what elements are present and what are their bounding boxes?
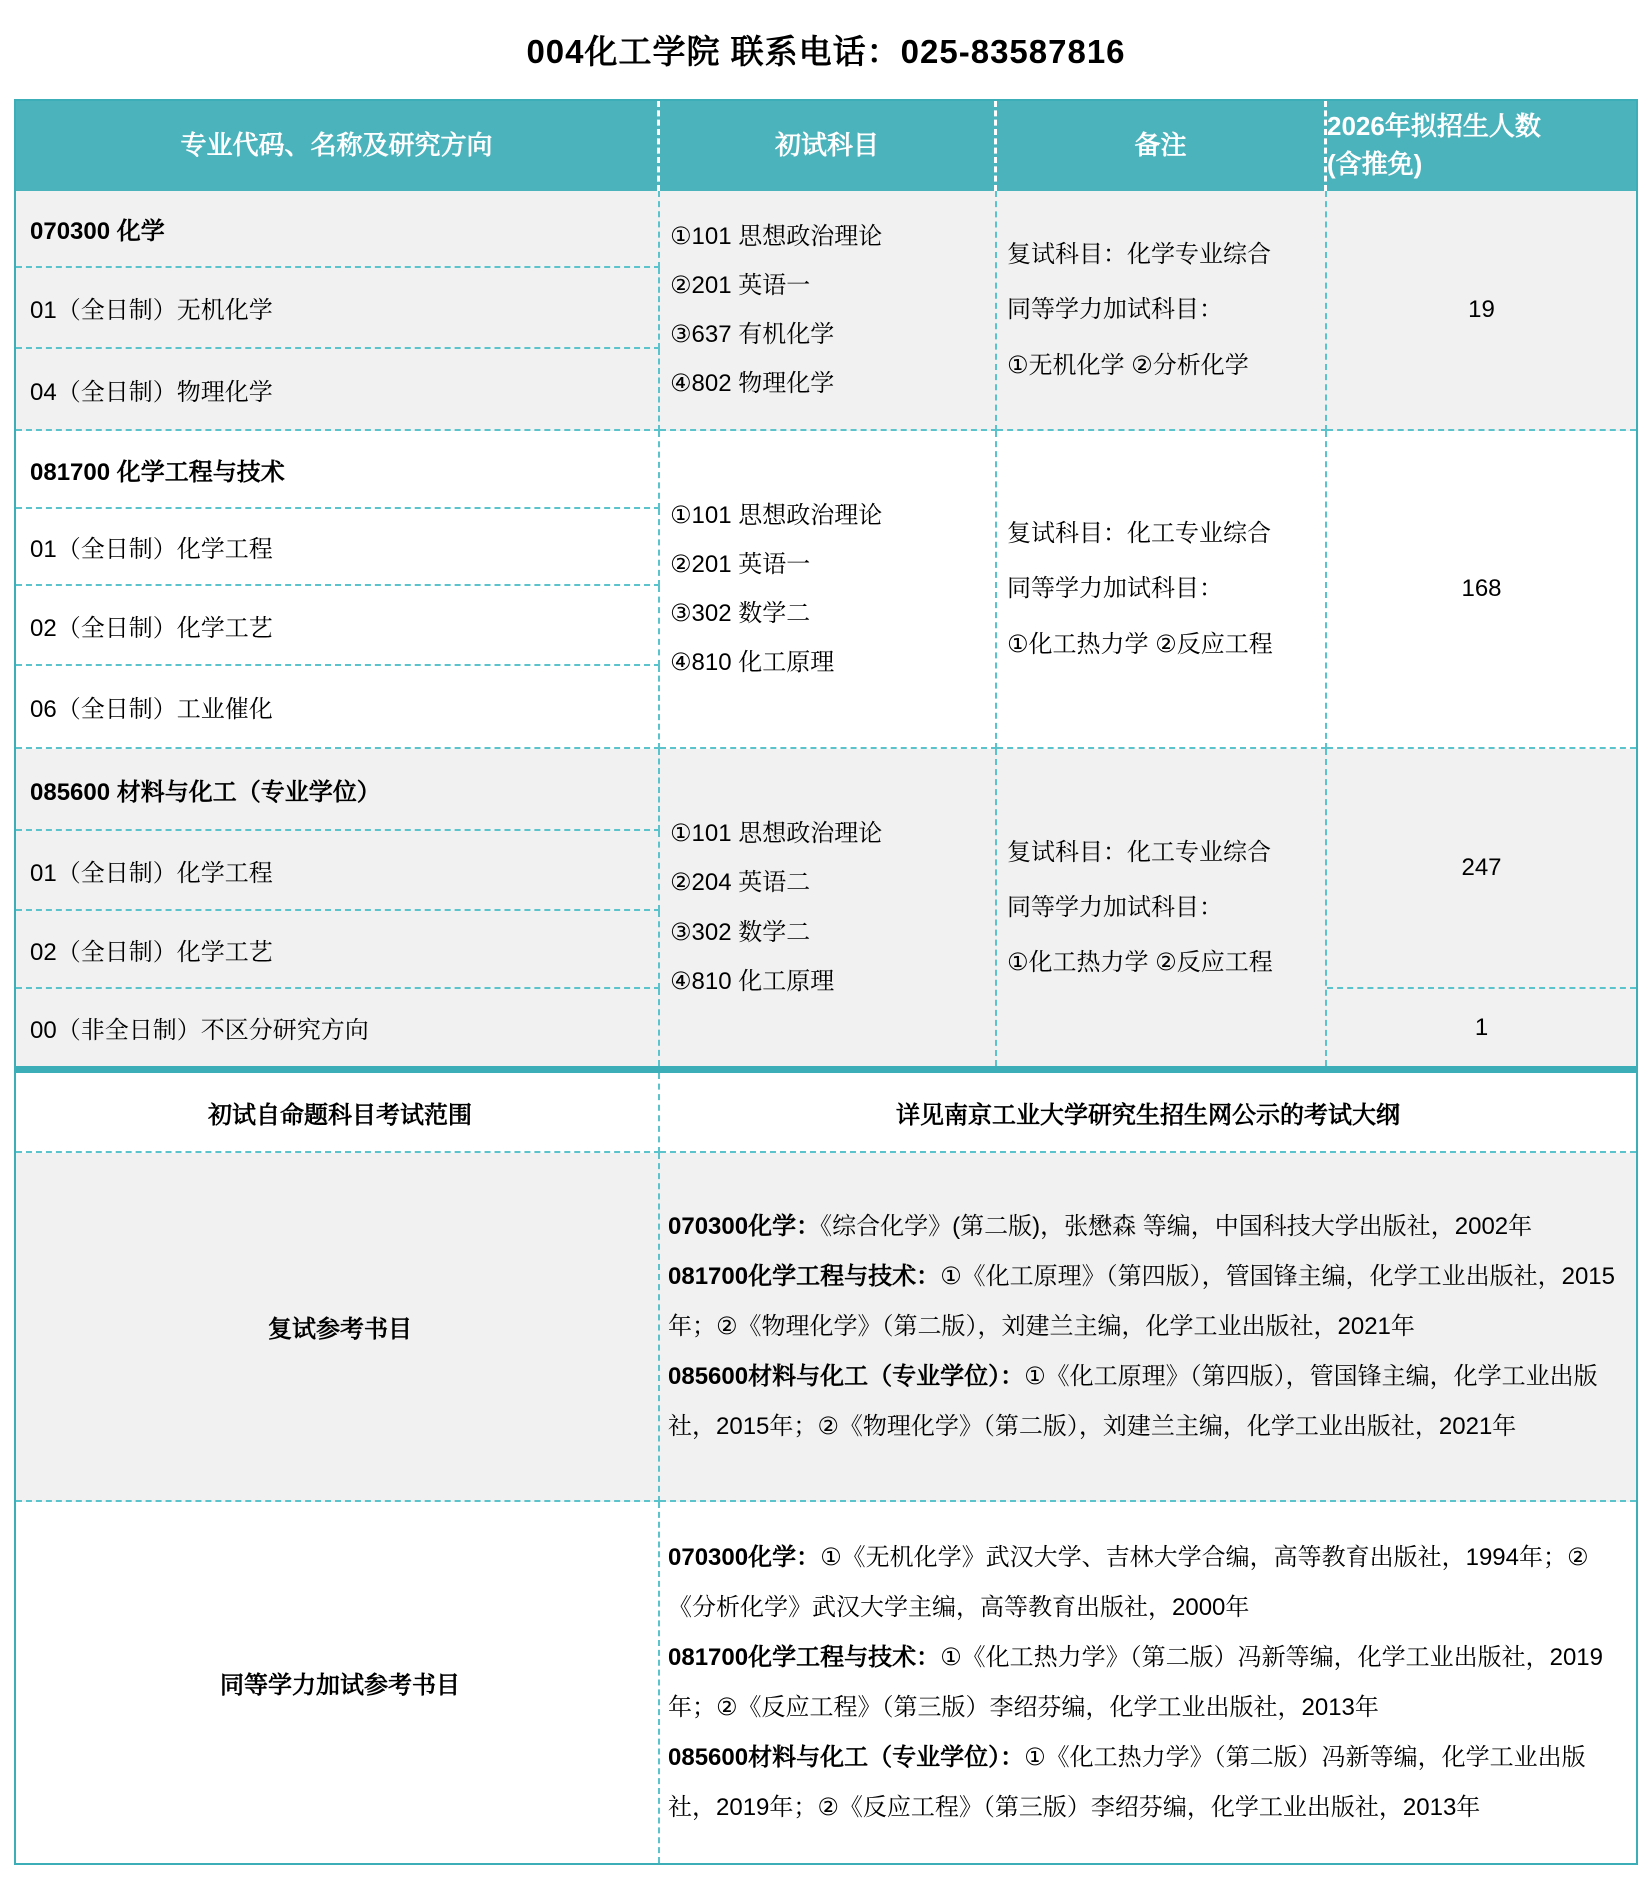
major-code-cell: 070300 化学 bbox=[16, 191, 660, 268]
enrollment-cell: 168 bbox=[1327, 431, 1636, 749]
header-major-column: 专业代码、名称及研究方向 bbox=[16, 101, 660, 191]
book-entry-text: ①《化工热力学》（第二版）冯新等编，化学工业出版社，2019年；②《反应工程》（第三版）李绍芬编，化学工业出版社，2013年 bbox=[668, 1643, 1603, 1721]
subject-line: ①101 思想政治理论 bbox=[670, 501, 883, 529]
major-code-cell: 085600 材料与化工（专业学位） bbox=[16, 749, 660, 831]
note-line: 同等学力加试科目： bbox=[1007, 296, 1223, 324]
subjects-cell bbox=[660, 431, 997, 749]
makeup-books-content-cell bbox=[660, 1502, 1636, 1863]
book-entry bbox=[668, 1352, 1626, 1452]
direction-cell: 01（全日制）化学工程 bbox=[16, 509, 660, 586]
enrollment-cell: 19 bbox=[1327, 191, 1636, 431]
subject-line: ①101 思想政治理论 bbox=[670, 222, 883, 250]
subjects-cell bbox=[660, 191, 997, 431]
book-entry-prefix: 081700化学工程与技术： bbox=[668, 1643, 941, 1671]
subject-line: ②201 英语一 bbox=[670, 271, 811, 299]
book-entry-prefix: 085600材料与化工（专业学位）： bbox=[668, 1362, 1025, 1390]
book-entry bbox=[668, 1733, 1626, 1833]
enrollment-cell: 247 bbox=[1327, 749, 1636, 989]
book-entry bbox=[668, 1252, 1626, 1352]
admissions-table bbox=[14, 99, 1638, 1865]
book-entry-text: ①《无机化学》武汉大学、吉林大学合编，高等教育出版社，1994年；②《分析化学》武汉大学主编，高等教育出版社，2000年 bbox=[668, 1543, 1589, 1621]
note-line: 复试科目：化工专业综合 bbox=[1007, 838, 1271, 866]
subject-line: ④810 化工原理 bbox=[670, 649, 835, 677]
header-exam-subjects-column: 初试科目 bbox=[660, 101, 997, 191]
retest-books-label-cell: 复试参考书目 bbox=[16, 1153, 660, 1502]
note-line: 同等学力加试科目： bbox=[1007, 893, 1223, 921]
direction-cell: 01（全日制）化学工程 bbox=[16, 831, 660, 911]
section-separator bbox=[16, 1066, 1636, 1073]
direction-cell: 06（全日制）工业催化 bbox=[16, 666, 660, 749]
subject-line: ④802 物理化学 bbox=[670, 370, 835, 398]
subjects-cell bbox=[660, 749, 997, 1066]
book-entry-text: ①《化工热力学》（第二版）冯新等编，化学工业出版社，2019年；②《反应工程》（第三版）李绍芬编，化学工业出版社，2013年 bbox=[668, 1743, 1586, 1821]
header-enrollment-column bbox=[1327, 101, 1636, 191]
direction-cell: 02（全日制）化学工艺 bbox=[16, 911, 660, 989]
subject-line: ②204 英语二 bbox=[670, 869, 811, 897]
subject-line: ③302 数学二 bbox=[670, 918, 811, 946]
retest-books-content-cell bbox=[660, 1153, 1636, 1502]
header-notes-column: 备注 bbox=[997, 101, 1327, 191]
direction-cell: 02（全日制）化学工艺 bbox=[16, 586, 660, 666]
makeup-books-label-cell: 同等学力加试参考书目 bbox=[16, 1502, 660, 1863]
book-entry bbox=[668, 1633, 1626, 1733]
book-entry-text: 《综合化学》(第二版)，张懋森 等编，中国科技大学出版社，2002年 bbox=[820, 1212, 1533, 1240]
subject-line: ①101 思想政治理论 bbox=[670, 820, 883, 848]
book-entry-prefix: 085600材料与化工（专业学位）： bbox=[668, 1743, 1025, 1771]
note-line: 同等学力加试科目： bbox=[1007, 575, 1223, 603]
book-entry-prefix: 070300化学： bbox=[668, 1543, 821, 1571]
page-header bbox=[0, 0, 1652, 99]
direction-cell: 00（非全日制）不区分研究方向 bbox=[16, 989, 660, 1066]
note-line: 复试科目：化学专业综合 bbox=[1007, 241, 1271, 269]
enrollment-part-time-cell: 1 bbox=[1327, 989, 1636, 1066]
major-code-cell: 081700 化学工程与技术 bbox=[16, 431, 660, 509]
notes-cell bbox=[997, 431, 1327, 749]
header-enrollment-line1: 2026年拟招生人数 bbox=[1327, 111, 1541, 142]
book-entry-prefix: 070300化学： bbox=[668, 1212, 821, 1240]
note-line: ①化工热力学 ②反应工程 bbox=[1007, 630, 1273, 658]
book-entry-prefix: 081700化学工程与技术： bbox=[668, 1262, 941, 1290]
exam-range-value-cell: 详见南京工业大学研究生招生网公示的考试大纲 bbox=[660, 1073, 1636, 1153]
subject-line: ③302 数学二 bbox=[670, 600, 811, 627]
notes-cell bbox=[997, 749, 1327, 1066]
subject-line: ④810 化工原理 bbox=[670, 967, 835, 995]
book-entry-text: ①《化工原理》（第四版），管国锋主编，化学工业出版社，2015年；②《物理化学》（第二版），刘建兰主编，化学工业出版社，2021年 bbox=[668, 1262, 1615, 1340]
exam-range-label-cell: 初试自命题科目考试范围 bbox=[16, 1073, 660, 1153]
subject-line: ②201 英语一 bbox=[670, 550, 811, 578]
note-line: 复试科目：化工专业综合 bbox=[1007, 520, 1271, 548]
book-entry bbox=[668, 1202, 1532, 1252]
note-line: ①无机化学 ②分析化学 bbox=[1007, 351, 1249, 379]
direction-cell: 04（全日制）物理化学 bbox=[16, 349, 660, 431]
subject-line: ③637 有机化学 bbox=[670, 321, 835, 348]
book-entry-text: ①《化工原理》（第四版），管国锋主编，化学工业出版社，2015年；②《物理化学》（第二版），刘建兰主编，化学工业出版社，2021年 bbox=[668, 1362, 1598, 1440]
notes-cell bbox=[997, 191, 1327, 431]
note-line: ①化工热力学 ②反应工程 bbox=[1007, 949, 1273, 977]
page-title: 004化工学院 联系电话：025-83587816 bbox=[526, 33, 1126, 70]
header-enrollment-line2: (含推免) bbox=[1327, 149, 1423, 179]
direction-cell: 01（全日制）无机化学 bbox=[16, 268, 660, 349]
book-entry bbox=[668, 1533, 1626, 1633]
